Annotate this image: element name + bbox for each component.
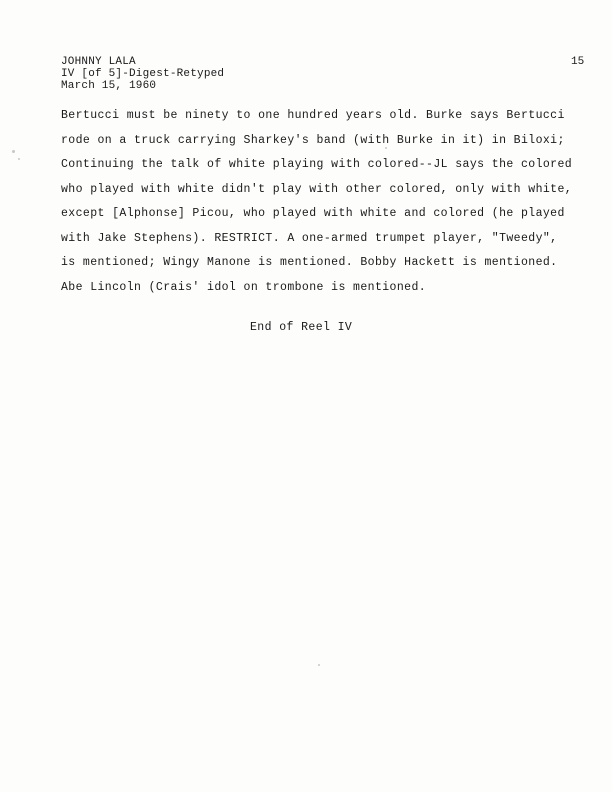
body-line: except [Alphonse] Picou, who played with white and colored (he played xyxy=(61,207,565,220)
page-number: 15 xyxy=(571,56,585,68)
scan-speck xyxy=(18,158,20,160)
body-line: with Jake Stephens). RESTRICT. A one-armed trumpet player, "Tweedy", xyxy=(61,231,558,245)
digest-body xyxy=(61,104,581,300)
reel-label: IV [of 5]-Digest-Retyped xyxy=(61,68,225,80)
body-line: is mentioned; Wingy Manone is mentioned. Bobby Hackett is mentioned. xyxy=(61,256,558,269)
body-line: who played with white didn't play with other colored, only with white, xyxy=(61,182,573,196)
body-line: Bertucci must be ninety to one hundred years old. Burke says Bertucci xyxy=(61,109,565,122)
end-of-reel-label: End of Reel IV xyxy=(250,321,353,334)
scan-speck xyxy=(318,664,320,666)
document-header xyxy=(61,56,224,92)
interviewee-name: JOHNNY LALA xyxy=(61,56,136,68)
scan-speck xyxy=(12,150,15,153)
interview-date: March 15, 1960 xyxy=(61,80,157,92)
body-line: Abe Lincoln (Crais' idol on trombone is mentioned. xyxy=(61,280,427,294)
body-line: rode on a truck carrying Sharkey's band (with Burke in it) in Biloxi; xyxy=(61,133,565,147)
scan-speck xyxy=(385,147,387,149)
body-line: Continuing the talk of white playing with colored--JL says the colored xyxy=(61,158,573,171)
